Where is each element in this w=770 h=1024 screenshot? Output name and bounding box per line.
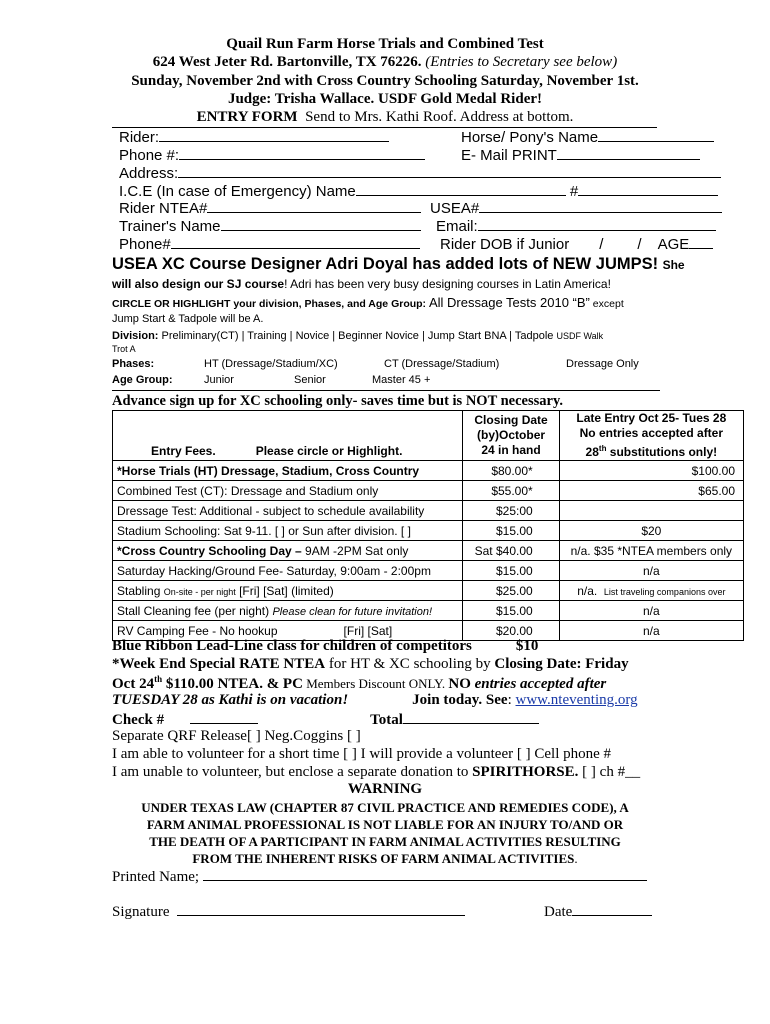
warning-line: FARM ANIMAL PROFESSIONAL IS NOT LIABLE FOR AN INJURY TO/AND OR xyxy=(146,817,624,832)
table-row[interactable] xyxy=(113,481,744,501)
rider-dob-field[interactable]: Rider DOB if Junior / / AGE xyxy=(440,235,713,253)
email-print-field[interactable]: E- Mail PRINT xyxy=(461,146,700,164)
blue-ribbon-line: Blue Ribbon Lead-Line class for children of competitors $10 xyxy=(112,638,539,654)
ice-name-field[interactable]: I.C.E (In case of Emergency) Name # xyxy=(119,182,718,200)
age-group-label: Age Group: xyxy=(112,374,173,386)
phase-dressage[interactable]: Dressage Only xyxy=(566,358,639,370)
event-dates: Sunday, November 2nd with Cross Country Schooling Saturday, November 1st. xyxy=(131,73,639,89)
advance-signup-note: Advance sign up for XC schooling only- saves time but is NOT necessary. xyxy=(112,393,564,409)
announcement-line1: USEA XC Course Designer Adri Doyal has added lots of NEW JUMPS! She xyxy=(112,255,685,273)
volunteer-line2[interactable]: I am unable to volunteer, but enclose a separate donation to SPIRITHORSE. [ ] ch #__ xyxy=(112,764,641,780)
venue-address: 624 West Jeter Rd. Bartonville, TX 76226. (Entries to Secretary see below) xyxy=(152,54,618,70)
warning-title: WARNING xyxy=(347,781,423,797)
fee-label: Stall Cleaning fee (per night) Please clean for future invitation! xyxy=(113,601,463,621)
signature-field[interactable]: Signature xyxy=(112,902,465,921)
fee-late xyxy=(559,501,743,521)
printed-name-field[interactable]: Printed Name; xyxy=(112,867,647,886)
phases-label: Phases: xyxy=(112,358,155,370)
fee-label: Stabling On-site - per night [Fri] [Sat] (limited) xyxy=(113,581,463,601)
fee-price: $20.00 xyxy=(463,621,559,641)
fee-label: *Cross Country Schooling Day – 9AM -2PM Sat only xyxy=(113,541,463,561)
fee-table-header xyxy=(113,411,744,461)
special-line3: TUESDAY 28 as Kathi is on vacation! Join today. See: www.nteventing.org xyxy=(112,692,638,708)
entry-form-line: ENTRY FORM Send to Mrs. Kathi Roof. Address at bottom. xyxy=(196,109,574,125)
closing-date-header: Closing Date (by)October 24 in hand xyxy=(463,411,559,461)
date-field[interactable]: Date xyxy=(544,902,652,921)
fee-label: RV Camping Fee - No hookup [Fri] [Sat] xyxy=(113,621,463,641)
announcement-divider xyxy=(112,390,660,391)
age-junior[interactable]: Junior xyxy=(204,374,234,386)
age-senior[interactable]: Senior xyxy=(294,374,326,386)
table-row[interactable] xyxy=(113,581,744,601)
volunteer-line1[interactable]: I am able to volunteer for a short time [ ] I will provide a volunteer [ ] Cell phone # xyxy=(112,746,612,762)
email-field[interactable]: Email: xyxy=(436,217,716,235)
form-title: Quail Run Farm Horse Trials and Combined Test xyxy=(226,36,544,52)
fee-label: *Horse Trials (HT) Dressage, Stadium, Cross Country xyxy=(113,461,463,481)
fee-late: $20 xyxy=(559,521,743,541)
fee-label: Stadium Schooling: Sat 9-11. [ ] or Sun after division. [ ] xyxy=(113,521,463,541)
fee-late: n/a. $35 *NTEA members only xyxy=(559,541,743,561)
horse-name-field[interactable]: Horse/ Pony's Name xyxy=(461,128,714,146)
late-entry-header: Late Entry Oct 25- Tues 28 No entries accepted after 28th substitutions only! xyxy=(559,411,743,461)
address-field[interactable]: Address: xyxy=(119,164,721,182)
trainer-name-field[interactable]: Trainer's Name xyxy=(119,217,421,235)
table-row[interactable] xyxy=(113,601,744,621)
entry-fees-header: Entry Fees. Please circle or Highlight. xyxy=(113,411,463,461)
fee-price: $15.00 xyxy=(463,561,559,581)
fee-label: Combined Test (CT): Dressage and Stadium only xyxy=(113,481,463,501)
fee-price: $25:00 xyxy=(463,501,559,521)
judge-line: Judge: Trisha Wallace. USDF Gold Medal Rider! xyxy=(227,91,543,107)
usea-field[interactable]: USEA# xyxy=(430,199,722,217)
announcement-line2: will also design our SJ course! Adri has been very busy designing courses in Latin America! xyxy=(112,277,611,291)
fee-price: $80.00* xyxy=(463,461,559,481)
fee-price: $25.00 xyxy=(463,581,559,601)
check-line[interactable]: Check # Total xyxy=(112,710,539,729)
warning-line: THE DEATH OF A PARTICIPANT IN FARM ANIMAL ACTIVITIES RESULTING xyxy=(149,834,621,849)
table-row[interactable] xyxy=(113,461,744,481)
release-line[interactable]: Separate QRF Release[ ] Neg.Coggins [ ] xyxy=(112,728,361,744)
table-row[interactable] xyxy=(113,521,744,541)
phase-ct[interactable]: CT (Dressage/Stadium) xyxy=(384,358,500,370)
table-row[interactable] xyxy=(113,541,744,561)
phone-field[interactable]: Phone #: xyxy=(119,146,425,164)
fee-price: $15.00 xyxy=(463,601,559,621)
fee-late: n/a xyxy=(559,601,743,621)
fee-price: Sat $40.00 xyxy=(463,541,559,561)
age-master[interactable]: Master 45 + xyxy=(372,374,431,386)
table-row[interactable] xyxy=(113,501,744,521)
fee-late: n/a. List traveling companions over xyxy=(559,581,743,601)
fee-price: $15.00 xyxy=(463,521,559,541)
phase-ht[interactable]: HT (Dressage/Stadium/XC) xyxy=(204,358,338,370)
announcement-line3: CIRCLE OR HIGHLIGHT your division, Phases, and Age Group: All Dressage Tests 2010 “B” except xyxy=(112,295,624,310)
division-options-cont: Trot A xyxy=(112,344,136,354)
phone2-field[interactable]: Phone# xyxy=(119,235,420,253)
table-row[interactable] xyxy=(113,561,744,581)
warning-line: UNDER TEXAS LAW (CHAPTER 87 CIVIL PRACTICE AND REMEDIES CODE), A xyxy=(141,800,629,815)
announcement-line4: Jump Start & Tadpole will be A. xyxy=(112,313,264,325)
fee-late: n/a xyxy=(559,621,743,641)
fee-late: n/a xyxy=(559,561,743,581)
fee-late: $65.00 xyxy=(559,481,743,501)
rider-field[interactable]: Rider: xyxy=(119,128,389,146)
fee-label: Saturday Hacking/Ground Fee- Saturday, 9:00am - 2:00pm xyxy=(113,561,463,581)
special-line2: Oct 24th $110.00 NTEA. & PC Members Discount ONLY. NO entries accepted after xyxy=(112,674,607,692)
nteventing-link[interactable]: www.nteventing.org xyxy=(515,692,638,708)
warning-line: FROM THE INHERENT RISKS OF FARM ANIMAL ACTIVITIES. xyxy=(192,851,578,866)
special-line1: *Week End Special RATE NTEA for HT & XC schooling by Closing Date: Friday xyxy=(112,656,629,672)
fee-late: $100.00 xyxy=(559,461,743,481)
fee-label: Dressage Test: Additional - subject to schedule availability xyxy=(113,501,463,521)
fee-price: $55.00* xyxy=(463,481,559,501)
rider-ntea-field[interactable]: Rider NTEA# xyxy=(119,199,421,217)
division-options[interactable]: Division: Preliminary(CT) | Training | Novice | Beginner Novice | Jump Start BNA | Tadpole USDF Walk xyxy=(112,330,604,342)
fee-table xyxy=(112,410,744,641)
